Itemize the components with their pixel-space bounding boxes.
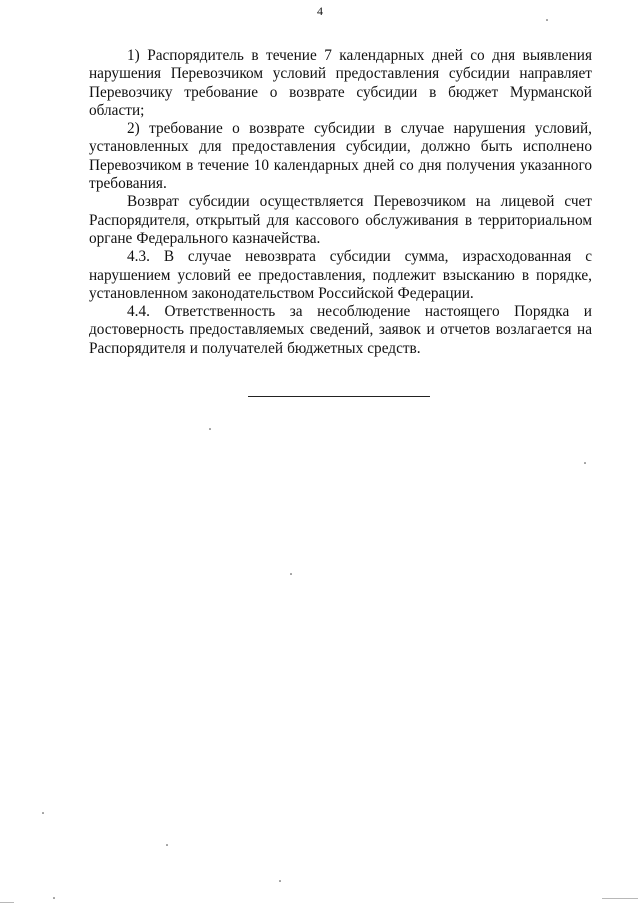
- end-separator-line: [248, 396, 430, 397]
- scan-edge-mark-left: [0, 902, 14, 903]
- scan-speck: [166, 844, 168, 846]
- paragraph-1: 1) Распорядитель в течение 7 календарных дней со дня выявления нарушения Перевозчиком условий предоставления субсидии направляет Перевозчику требование о возврате субсидии в бюджет Мурманской области;: [89, 47, 592, 119]
- scan-speck: [279, 880, 281, 882]
- scan-speck: [546, 19, 548, 21]
- paragraph-3: Возврат субсидии осуществляется Перевозчиком на лицевой счет Распорядителя, открытый для кассового обслуживания в территориальном органе Федерального казначейства.: [89, 193, 592, 247]
- scan-speck: [584, 462, 586, 464]
- paragraph-4-4: 4.4. Ответственность за несоблюдение настоящего Порядка и достоверность предоставляемых сведений, заявок и отчетов возлагается на Распорядителя и получателей бюджетных средств.: [89, 303, 592, 357]
- document-body: [89, 47, 592, 358]
- page-number: 4: [317, 4, 323, 18]
- paragraph-4-3: 4.3. В случае невозврата субсидии сумма, израсходованная с нарушением условий ее предоставления, подлежит взысканию в порядке, установленном законодательством Российской Федерации.: [89, 248, 592, 302]
- scan-speck: [209, 428, 211, 430]
- scan-speck: [53, 897, 55, 899]
- scan-speck: [42, 812, 44, 814]
- scan-edge-mark-right: [602, 898, 638, 899]
- paragraph-2: 2) требование о возврате субсидии в случае нарушения условий, установленных для предоставления субсидии, должно быть исполнено Перевозчиком в течение 10 календарных дней со дня получения указанного требования.: [89, 120, 592, 193]
- scan-speck: [290, 573, 292, 575]
